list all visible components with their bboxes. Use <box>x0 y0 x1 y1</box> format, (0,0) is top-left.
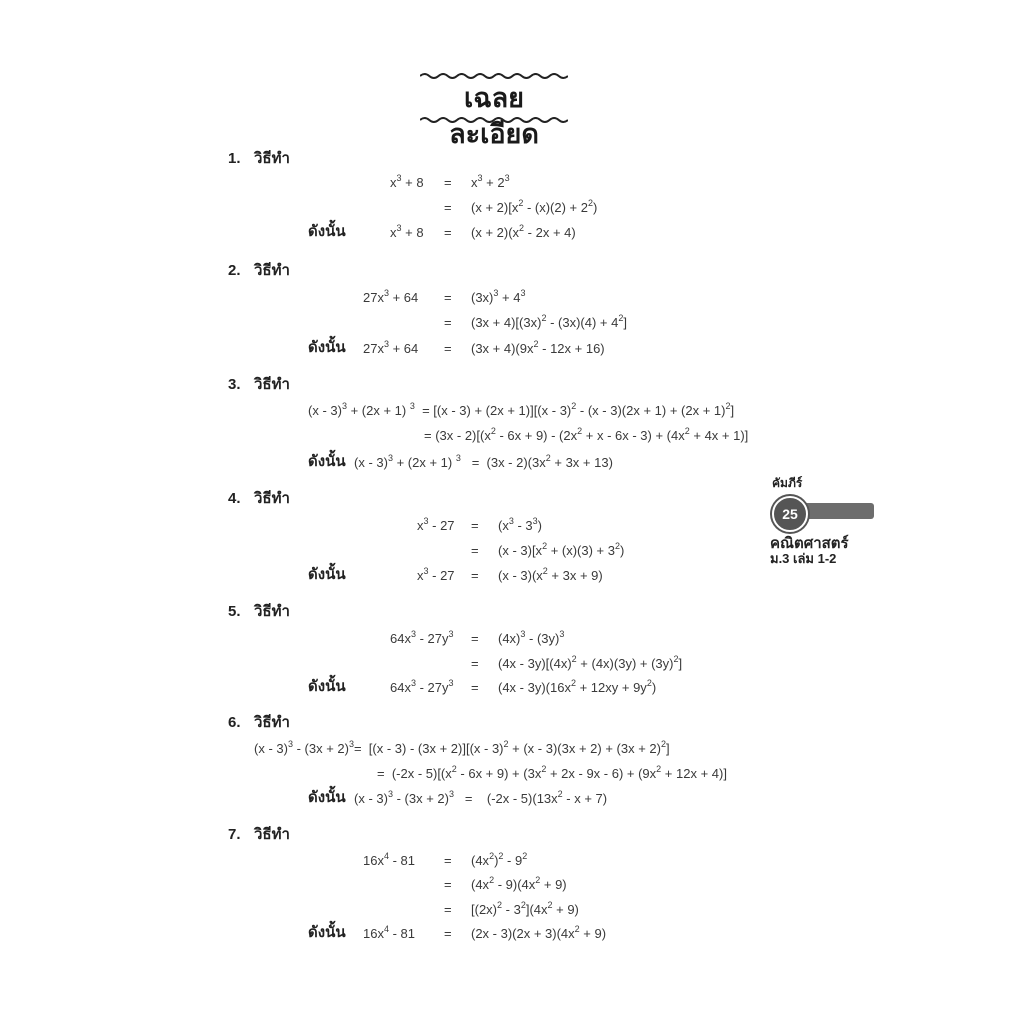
therefore-label: ดังนั้น <box>308 789 346 806</box>
method-label: วิธีทำ <box>254 714 290 731</box>
expr-rhs: $(3x)^3 + 4^3$ <box>471 288 526 305</box>
expr-lhs: $64x^3 - 27y^3$ <box>390 629 454 646</box>
expr-rhs: $(3x + 4)[(3x)^2 - (3x)(4) + 4^2]$ <box>471 313 627 330</box>
expr-lhs: $x^3 - 27$ <box>417 516 455 533</box>
equals-sign: = <box>444 902 452 917</box>
therefore-label: ดังนั้น <box>308 453 346 470</box>
equals-sign: = <box>471 631 479 646</box>
method-label: วิธีทำ <box>254 262 290 279</box>
expr-result: $(2x - 3)(2x + 3)(4x^2 + 9)$ <box>471 924 607 941</box>
expr-rhs: $(x - 3)[x^2 + (x)(3) + 3^2)$ <box>498 541 625 558</box>
wavy-line-bottom <box>420 116 568 124</box>
page-title: เฉลยละเอียด <box>449 83 539 149</box>
equals-sign: = <box>444 200 452 215</box>
expr-lhs: $x^3 + 8$ <box>390 173 424 190</box>
expr-result: (x - 3)$^3$ + (2x + 1) $^3 = (3x - 2)(3x^2 + 3x + 13)$ <box>354 453 613 470</box>
equals-sign: = <box>444 877 452 892</box>
expr-rhs: $(x + 2)[x^2 - (x)(2) + 2^2)$ <box>471 198 598 215</box>
therefore-label: ดังนั้น <box>308 678 346 695</box>
expr-result: $(3x + 4)(9x^2 - 12x + 16)$ <box>471 339 605 356</box>
expr-lhs: $27x^3 + 64$ <box>363 288 419 305</box>
equals-sign: = <box>444 290 452 305</box>
expr-rhs: $(4x^2)^2 - 9^2$ <box>471 851 528 868</box>
equals-sign: = <box>444 225 452 240</box>
expr-rhs: $(4x^2 - 9)(4x^2 + 9)$ <box>471 875 567 892</box>
expr-line: (x - 3)$^3$ + (2x + 1) $^3 = [(x - 3) + (2x + 1)][(x - 3)^2 - (x - 3)(2x + 1) + (2x + 1)^2]$ <box>308 401 735 418</box>
problem-number: 1. <box>228 150 241 167</box>
expr-result: $(x - 3)^3 - (3x + 2)^3$ = $(-2x - 5)(13x^2 - x + 7)$ <box>354 789 608 806</box>
equals-sign: = <box>444 853 452 868</box>
series-label: คัมภีร์ <box>772 476 803 490</box>
equals-sign: = <box>444 175 452 190</box>
expr-line: $(x - 3)^3 - (3x + 2)^3= [(x - 3) - (3x + 2)][(x - 3)^2 + (x - 3)(3x + 2) + (3x + 2)^2]$ <box>254 739 670 756</box>
problem-number: 6. <box>228 714 241 731</box>
expr-result: $(x + 2)(x^2 - 2x + 4)$ <box>471 223 576 240</box>
expr-lhs: $16x^4 - 81$ <box>363 851 415 868</box>
equals-sign: = <box>471 568 479 583</box>
problem-number: 3. <box>228 376 241 393</box>
expr-lhs: $27x^3 + 64$ <box>363 339 419 356</box>
equals-sign: = <box>444 315 452 330</box>
method-label: วิธีทำ <box>254 490 290 507</box>
therefore-label: ดังนั้น <box>308 223 346 240</box>
expr-lhs: $x^3 + 8$ <box>390 223 424 240</box>
expr-result: $(4x - 3y)(16x^2 + 12xy + 9y^2)$ <box>498 678 657 695</box>
therefore-label: ดังนั้น <box>308 339 346 356</box>
therefore-label: ดังนั้น <box>308 566 346 583</box>
expr-lhs: $64x^3 - 27y^3$ <box>390 678 454 695</box>
subject-label: คณิตศาสตร์ <box>770 535 849 552</box>
therefore-label: ดังนั้น <box>308 924 346 941</box>
equals-sign: = <box>471 680 479 695</box>
expr-rhs: $(4x)^3 - (3y)^3$ <box>498 629 565 646</box>
expr-lhs: $x^3 - 27$ <box>417 566 455 583</box>
problem-number: 5. <box>228 603 241 620</box>
method-label: วิธีทำ <box>254 826 290 843</box>
level-label: ม.3 เล่ม 1-2 <box>770 551 837 566</box>
expr-lhs: $16x^4 - 81$ <box>363 924 415 941</box>
equals-sign: = <box>444 341 452 356</box>
expr-line: = $(-2x - 5)[(x^2 - 6x + 9) + (3x^2 + 2x - 9x - 6) + (9x^2 + 12x + 4)]$ <box>377 764 727 781</box>
equals-sign: = <box>471 656 479 671</box>
problem-number: 4. <box>228 490 241 507</box>
expr-line: = $(3x - 2)[(x^2 - 6x + 9) - (2x^2 + x - 6x - 3) + (4x^2 + 4x + 1)]$ <box>424 426 749 443</box>
title-block <box>420 72 568 149</box>
expr-result: $(x - 3)(x^2 + 3x + 9)$ <box>498 566 603 583</box>
problem-number: 7. <box>228 826 241 843</box>
expr-rhs: $(4x - 3y)[(4x)^2 + (4x)(3y) + (3y)^2]$ <box>498 654 683 671</box>
method-label: วิธีทำ <box>254 376 290 393</box>
method-label: วิธีทำ <box>254 150 290 167</box>
method-label: วิธีทำ <box>254 603 290 620</box>
equals-sign: = <box>471 518 479 533</box>
expr-rhs: $(x^3 - 3^3)$ <box>498 516 543 533</box>
series-number-badge: 25 <box>772 496 808 532</box>
equals-sign: = <box>444 926 452 941</box>
problem-number: 2. <box>228 262 241 279</box>
wavy-line-top <box>420 72 568 80</box>
expr-rhs: $x^3 + 2^3$ <box>471 173 510 190</box>
expr-rhs: $[(2x)^2 - 3^2](4x^2 + 9)$ <box>471 900 579 917</box>
equals-sign: = <box>471 543 479 558</box>
